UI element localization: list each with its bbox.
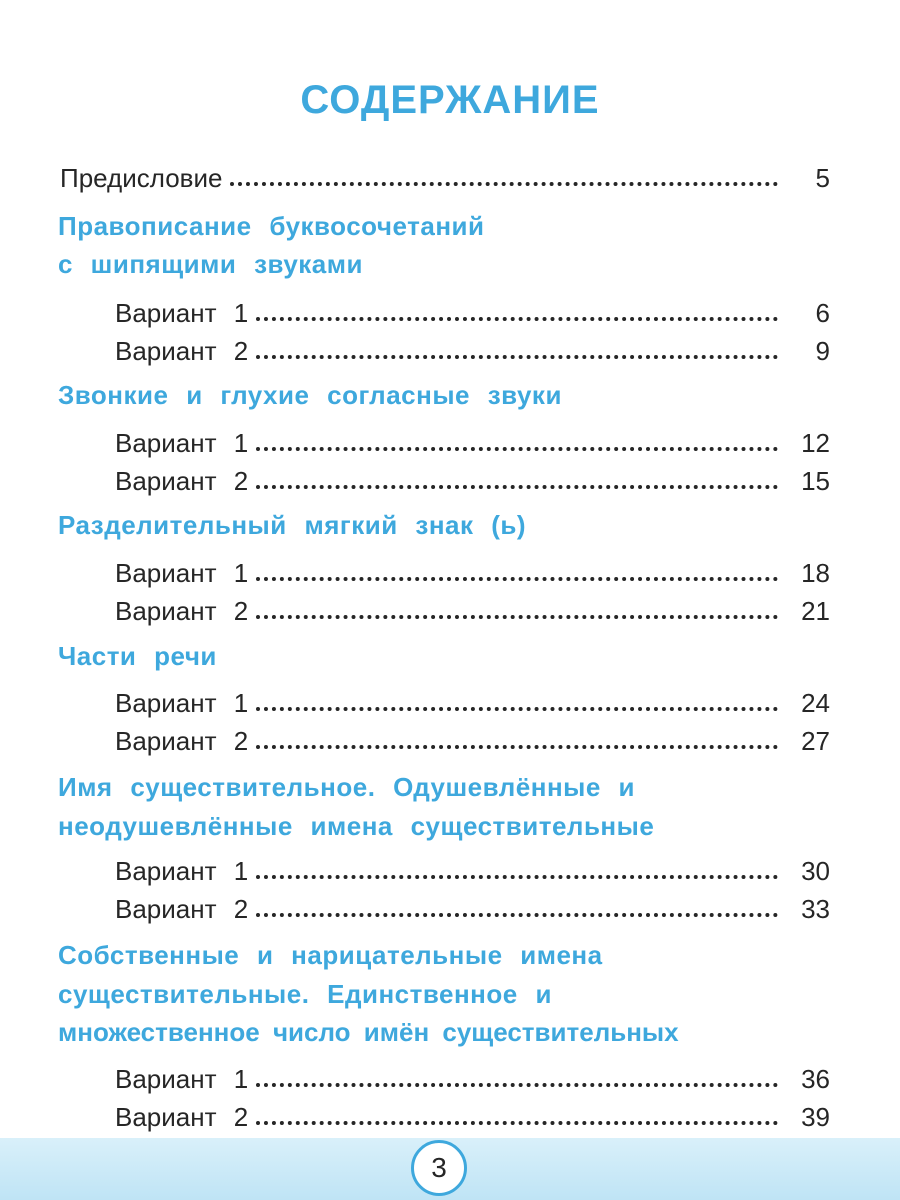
section-title: Правописание буквосочетаний <box>58 211 485 241</box>
page-title: СОДЕРЖАНИЕ <box>300 78 600 122</box>
dot-leader <box>230 182 778 186</box>
section-title: неодушевлённые имена существительные <box>58 811 655 841</box>
toc-entry-label: Вариант 2 <box>115 596 249 626</box>
toc-row-preface[interactable] <box>60 153 830 193</box>
toc-entry-label: Вариант 1 <box>115 1064 249 1094</box>
section-title: Разделительный мягкий знак (ь) <box>58 510 527 540</box>
dot-leader <box>256 577 778 581</box>
dot-leader <box>256 355 778 359</box>
toc-page-number: 21 <box>801 596 830 626</box>
toc-page-number: 5 <box>815 163 830 193</box>
toc-entry-label: Вариант 2 <box>115 1102 249 1132</box>
toc-page-number: 6 <box>815 298 830 328</box>
dot-leader <box>256 485 778 489</box>
toc-row-variant[interactable] <box>115 716 830 756</box>
toc-row-variant[interactable] <box>115 1054 830 1094</box>
toc-entry-label: Вариант 1 <box>115 428 249 458</box>
toc-page-number: 9 <box>815 336 830 366</box>
section-title: Имя существительное. Одушевлённые и <box>58 772 636 802</box>
dot-leader <box>256 1121 778 1125</box>
toc-row-variant[interactable] <box>115 456 830 496</box>
toc-page-number: 18 <box>801 558 830 588</box>
toc-entry-label: Вариант 1 <box>115 558 249 588</box>
toc-row-variant[interactable] <box>115 548 830 588</box>
toc-row-variant[interactable] <box>115 586 830 626</box>
toc-entry-label: Вариант 1 <box>115 688 249 718</box>
section-title: Звонкие и глухие согласные звуки <box>58 380 562 410</box>
section-title: с шипящими звуками <box>58 249 363 279</box>
toc-entry-label: Вариант 2 <box>115 336 249 366</box>
toc-row-variant[interactable] <box>115 678 830 718</box>
toc-row-variant[interactable] <box>115 846 830 886</box>
toc-page-number: 33 <box>801 894 830 924</box>
toc-page-number: 24 <box>801 688 830 718</box>
toc-page-number: 39 <box>801 1102 830 1132</box>
toc-entry-label: Вариант 2 <box>115 726 249 756</box>
toc-entry-label: Вариант 1 <box>115 856 249 886</box>
dot-leader <box>256 913 778 917</box>
toc-page-number: 30 <box>801 856 830 886</box>
dot-leader <box>256 875 778 879</box>
toc-row-variant[interactable] <box>115 326 830 366</box>
dot-leader <box>256 707 778 711</box>
section-title: Части речи <box>58 641 217 671</box>
toc-entry-label: Предисловие <box>60 163 223 193</box>
section-title: множественное число имён существительных <box>58 1017 679 1047</box>
toc-entry-label: Вариант 2 <box>115 466 249 496</box>
toc-page-number: 12 <box>801 428 830 458</box>
toc-page-number: 27 <box>801 726 830 756</box>
toc-entry-label: Вариант 1 <box>115 298 249 328</box>
dot-leader <box>256 1083 778 1087</box>
dot-leader <box>256 745 778 749</box>
section-title: Собственные и нарицательные имена <box>58 940 603 970</box>
section-title: существительные. Единственное и <box>58 979 552 1009</box>
toc-row-variant[interactable] <box>115 418 830 458</box>
dot-leader <box>256 615 778 619</box>
dot-leader <box>256 317 778 321</box>
page-number-badge: 3 <box>411 1140 467 1196</box>
toc-page-number: 15 <box>801 466 830 496</box>
toc-row-variant[interactable] <box>115 288 830 328</box>
dot-leader <box>256 447 778 451</box>
toc-entry-label: Вариант 2 <box>115 894 249 924</box>
toc-page-number: 36 <box>801 1064 830 1094</box>
toc-row-variant[interactable] <box>115 1092 830 1132</box>
toc-row-variant[interactable] <box>115 884 830 924</box>
